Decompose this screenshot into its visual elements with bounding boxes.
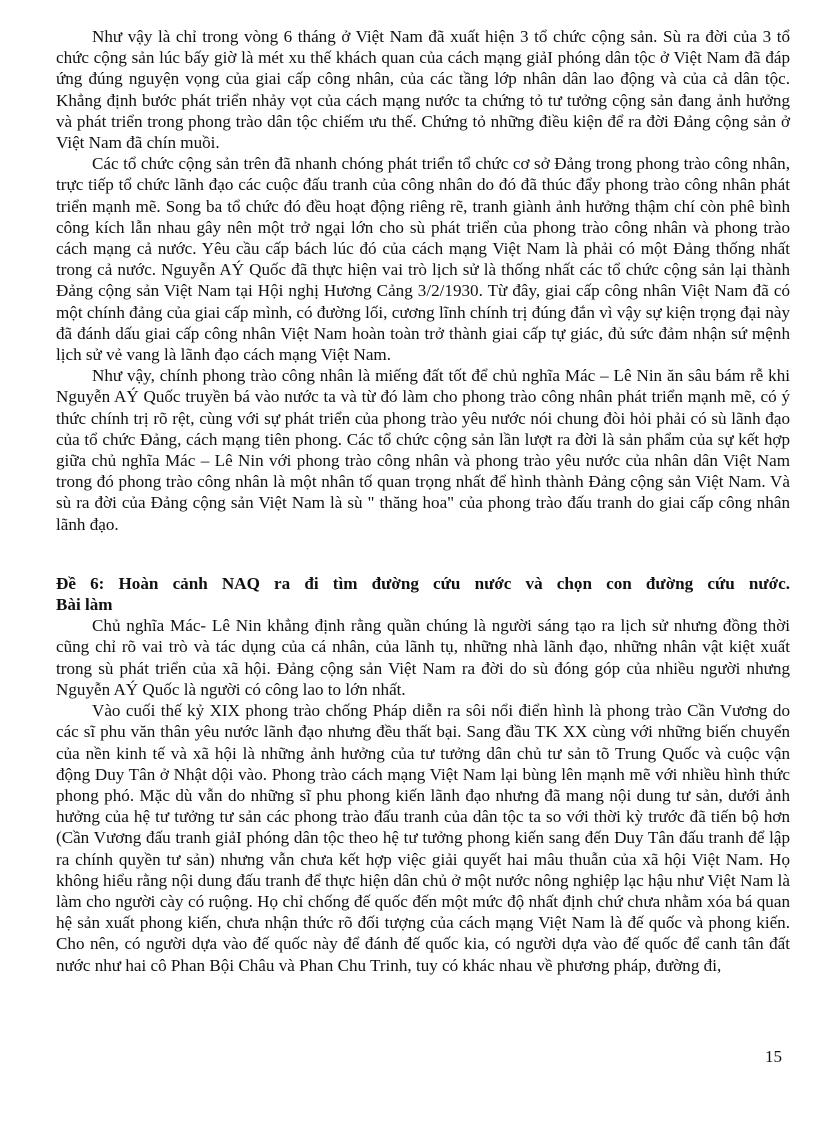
section-title: Đề 6: Hoàn cảnh NAQ ra đi tìm đường cứu nước và chọn con đường cứu nước.: [56, 573, 790, 593]
section-spacer: [56, 535, 790, 573]
section-subtitle: Bài làm: [56, 595, 113, 615]
page-content: [56, 26, 790, 976]
paragraph-4: Chủ nghĩa Mác- Lê Nin khẳng định rằng quần chúng là người sáng tạo ra lịch sử nhưng đồng thời cũng chỉ rõ vai trò và tác dụng của cá nhân, của lãnh tụ, những nhà lãnh đạo, những nhân vật kiệt xuất trong sù phát triển của xã hội. Đảng cộng sản Việt Nam ra đời do sù đóng góp của nhiều người nhưng Nguyễn AÝ Quốc là người có công lao to lớn nhất.: [56, 616, 790, 699]
paragraph-1: Như vậy là chỉ trong vòng 6 tháng ở Việt Nam đã xuất hiện 3 tổ chức cộng sản. Sù ra đời của 3 tổ chức cộng sản lúc bấy giờ là mét xu thế khách quan của cách mạng giảI phóng dân tộc ở Việt Nam đã đáp ứng đúng nguyện vọng của giai cấp công nhân, của các tầng lớp nhân dân lao động và của cả dân tộc. Khẳng định bước phát triển nhảy vọt của cách mạng nước ta chứng tỏ tư tưởng cộng sản đang ảnh hưởng và phát triển trong phong trào dân tộc chiếm ưu thế. Chứng tỏ những điều kiện để ra đời Đảng cộng sản ở Việt Nam đã chín muồi.: [56, 27, 790, 153]
paragraph-3: Như vậy, chính phong trào công nhân là miếng đất tốt để chủ nghĩa Mác – Lê Nin ăn sâu bám rễ khi Nguyễn AÝ Quốc truyền bá vào nước ta và từ đó làm cho phong trào công nhân phát triển mạnh mẽ, có ý thức chính trị rõ rệt, cùng với sự phát triển của phong trào yêu nước nói chung đòi hỏi phải có sù lãnh đạo của tổ chức Đảng, cách mạng tiên phong. Các tổ chức cộng sản lần lượt ra đời là sản phẩm của sự kết hợp giữa chủ nghĩa Mác – Lê Nin với phong trào công nhân và phong trào yêu nước của nhân dân Việt Nam trong đó phong trào công nhân là một nhân tố quan trọng nhất để hình thành Đảng cộng sản Việt Nam. Và sù ra đời của Đảng cộng sản Việt Nam là sù " thăng hoa" của phong trào đấu tranh do giai cấp công nhân lãnh đạo.: [56, 366, 790, 534]
paragraph-2: Các tổ chức cộng sản trên đã nhanh chóng phát triển tổ chức cơ sở Đảng trong phong trào công nhân, trực tiếp tổ chức lãnh đạo các cuộc đấu tranh của công nhân do đó đã thúc đẩy phong trào công nhân phát triển mạnh mẽ. Song ba tổ chức đó đều hoạt động riêng rẽ, tranh giành ảnh hưởng thậm chí còn phê bình công kích lẫn nhau gây nên một trở ngại lớn cho sù phát triển của phong trào công nhân và phong trào cách mạng cả nước. Yêu cầu cấp bách lúc đó của cách mạng Việt Nam là phải có một Đảng thống nhất trong cả nước. Nguyễn AÝ Quốc đã thực hiện vai trò lịch sử là thống nhất các tổ chức cộng sản lại thành Đảng cộng sản Việt Nam tại Hội nghị Hương Cảng 3/2/1930. Từ đây, giai cấp công nhân Việt Nam đã có một chính đảng của giai cấp mình, có đường lối, cương lĩnh chính trị đúng đắn vì vậy sự kiện trọng đại này đã đánh dấu giai cấp công nhân Việt Nam hoàn toàn trở thành giai cấp tự giác, đủ sức đảm nhận sứ mệnh lịch sử vẻ vang là lãnh đạo cách mạng Việt Nam.: [56, 154, 790, 365]
paragraph-5: Vào cuối thế kỷ XIX phong trào chống Pháp diễn ra sôi nổi điển hình là phong trào Cần Vương do các sĩ phu văn thân yêu nước lãnh đạo nhưng đều thất bại. Sang đầu TK XX cùng với những biến chuyển của nền kinh tế và xã hội là những ảnh hưởng của tư tưởng dân chủ tư sản tõ Trung Quốc và cuộc vận động Duy Tân ở Nhật dội vào. Phong trào cách mạng Việt Nam lại bùng lên mạnh mẽ với nhiều hình thức phong phó. Mặc dù vẫn do những sĩ phu phong kiến lãnh đạo nhưng đã mang nội dung tư sản, dưới ảnh hưởng của hệ tư tưởng tư sản các phong trào đấu tranh của dân tộc ta so với thời kỳ trước đã tiến bộ hơn (Cần Vương đấu tranh giảI phóng dân tộc theo hệ tư tưởng phong kiến sang đến Duy Tân đấu tranh để lập ra chính quyền tư sản) nhưng vẫn chưa kết hợp việc giải quyết hai mâu thuẫn của xã hội Việt Nam. Họ không hiểu rằng nội dung đấu tranh để thực hiện dân chủ ở một nước nông nghiệp lạc hậu như Việt Nam là làm cho người cày có ruộng. Họ chỉ chống đế quốc đến một mức độ nhất định chứ chưa nhằm xóa bá quan hệ sản xuất phong kiến, chưa nhận thức rõ đối tượng của cách mạng Việt Nam là đế quốc và phong kiến. Cho nên, có người dựa vào đế quốc này để đánh đế quốc kia, có người dựa vào đế quốc để canh tân đất nước như hai cô Phan Bội Châu và Phan Chu Trinh, tuy có khác nhau về phương pháp, đường đi,: [56, 701, 790, 975]
page-number: 15: [765, 1047, 782, 1066]
